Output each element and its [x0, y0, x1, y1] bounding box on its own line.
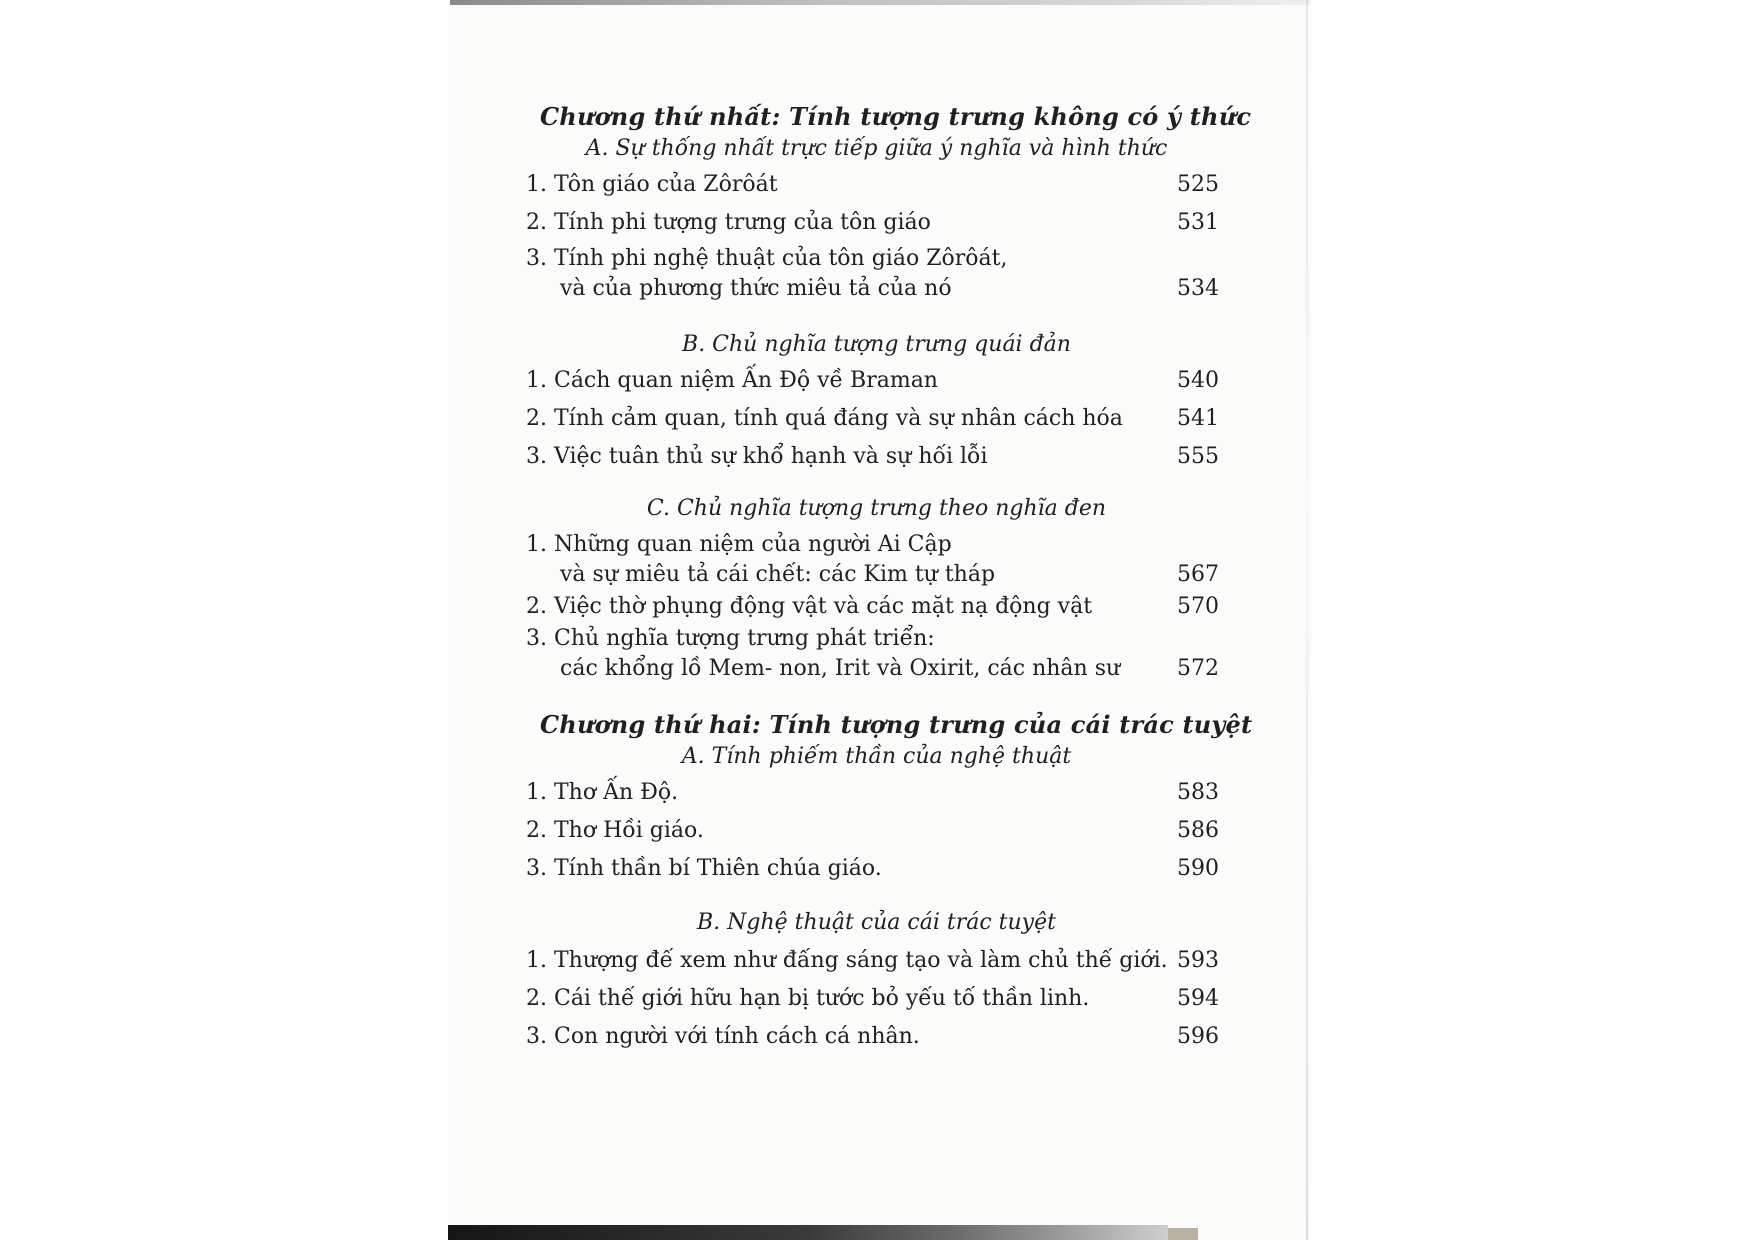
toc-entry-page: 525: [1177, 172, 1219, 197]
chapter-1-section-b-title: B. Chủ nghĩa tượng trưng quái đản: [682, 332, 1071, 357]
page-right-edge: [1306, 0, 1308, 1240]
toc-entry-text: 1. Cách quan niệm Ấn Độ về Braman: [526, 368, 938, 393]
toc-entry-text: 3. Việc tuân thủ sự khổ hạnh và sự hối lỗi: [526, 444, 988, 469]
toc-entry: [526, 946, 1219, 976]
chapter-2-title: Chương thứ hai: Tính tượng trưng của cái trác tuyệt: [540, 710, 1253, 739]
toc-entry-page: 534: [1177, 276, 1219, 301]
toc-entry: [526, 244, 1219, 304]
toc-entry: [526, 404, 1219, 434]
toc-entry-page: 531: [1177, 210, 1219, 235]
toc-entry-page: 594: [1177, 986, 1219, 1011]
toc-entry-page: 586: [1177, 818, 1219, 843]
toc-entry-text: 1. Những quan niệm của người Ai Cập: [526, 532, 952, 557]
toc-entry: [526, 854, 1219, 884]
page-bottom-edge: [448, 1225, 1168, 1240]
toc-entry-page: 555: [1177, 444, 1219, 469]
toc-entry-page: 540: [1177, 368, 1219, 393]
toc-entry-text: 3. Tính phi nghệ thuật của tôn giáo Zôrôát,: [526, 246, 1008, 271]
toc-entry-text-continued: các khổng lồ Mem- non, Irit và Oxirit, các nhân sư: [560, 656, 1121, 681]
toc-entry-text: 3. Chủ nghĩa tượng trưng phát triển:: [526, 626, 935, 651]
toc-entry: [526, 592, 1219, 622]
table-of-contents: [526, 102, 1253, 1052]
toc-entry-text-continued: và của phương thức miêu tả của nó: [560, 276, 952, 301]
toc-entry: [526, 366, 1219, 396]
toc-entry-text: 1. Tôn giáo của Zôrôát: [526, 172, 778, 197]
chapter-1-title: Chương thứ nhất: Tính tượng trưng không có ý thức: [540, 102, 1252, 131]
toc-entry-continuation: [526, 560, 1219, 590]
chapter-2-section-a-title: A. Tính phiếm thần của nghệ thuật: [681, 744, 1072, 769]
toc-entry: [526, 530, 1219, 590]
toc-entry: [526, 170, 1219, 200]
chapter-2-section-b-title: B. Nghệ thuật của cái trác tuyệt: [697, 910, 1056, 935]
toc-entry: [526, 778, 1219, 808]
toc-entry-page: 572: [1177, 656, 1219, 681]
toc-entry-continuation: [526, 654, 1219, 684]
toc-entry: [526, 984, 1219, 1014]
toc-entry-text: 2. Thơ Hồi giáo.: [526, 818, 704, 843]
chapter-1-section-c-title: C. Chủ nghĩa tượng trưng theo nghĩa đen: [646, 496, 1107, 521]
toc-entry-text: 2. Cái thế giới hữu hạn bị tước bỏ yếu tố thần linh.: [526, 986, 1090, 1011]
toc-entry-page: 590: [1177, 856, 1219, 881]
toc-entry: [526, 208, 1219, 238]
toc-entry: [526, 624, 1219, 684]
toc-entry-page: 593: [1177, 948, 1219, 973]
toc-entry-text: 1. Thượng đế xem như đấng sáng tạo và làm chủ thế giới.: [526, 948, 1168, 973]
toc-entry-text-continued: và sự miêu tả cái chết: các Kim tự tháp: [560, 562, 996, 587]
toc-entry: [526, 1022, 1219, 1052]
toc-entry: [526, 816, 1219, 846]
chapter-1-section-a-title: A. Sự thống nhất trực tiếp giữa ý nghĩa và hình thức: [585, 136, 1168, 161]
toc-entry-page: 583: [1177, 780, 1219, 805]
toc-entry-page: 541: [1177, 406, 1219, 431]
toc-entry-continuation: [526, 274, 1219, 304]
toc-entry-page: 567: [1177, 562, 1219, 587]
toc-entry-text: 2. Tính phi tượng trưng của tôn giáo: [526, 210, 931, 235]
page-bottom-tab: [1168, 1228, 1198, 1240]
toc-entry-text: 3. Con người với tính cách cá nhân.: [526, 1024, 920, 1049]
toc-entry-page: 596: [1177, 1024, 1219, 1049]
toc-entry-text: 1. Thơ Ấn Độ.: [526, 780, 679, 805]
toc-entry-text: 3. Tính thần bí Thiên chúa giáo.: [526, 856, 882, 881]
toc-entry-page: 570: [1177, 594, 1219, 619]
page-top-edge: [450, 0, 1310, 5]
toc-entry-text: 2. Tính cảm quan, tính quá đáng và sự nhân cách hóa: [526, 406, 1123, 431]
toc-entry-text: 2. Việc thờ phụng động vật và các mặt nạ động vật: [526, 594, 1093, 619]
toc-entry: [526, 442, 1219, 472]
